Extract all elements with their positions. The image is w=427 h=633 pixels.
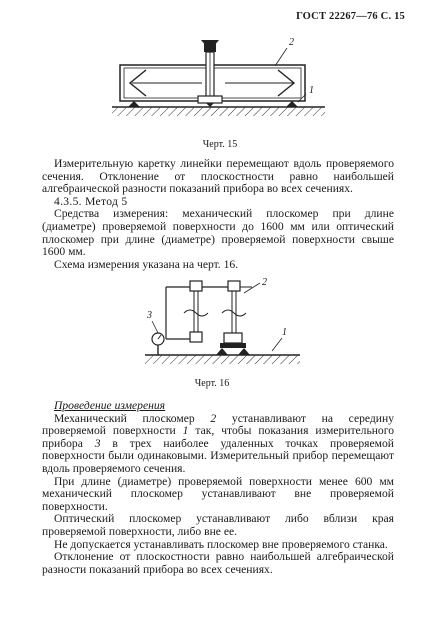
text-run: в трех наиболее удаленных точках проверяемой поверхности были одинаковыми. Измерительный прибор перемещают вдоль проверяемого сечения. xyxy=(42,436,394,475)
paragraph: Схема измерения указана на черт. 16. xyxy=(54,257,239,271)
paragraph: Не допускается устанавливать плоскомер вне проверяемого станка. xyxy=(54,537,388,551)
figure-16-caption: Черт. 16 xyxy=(194,378,230,389)
text-block-1 xyxy=(42,158,394,271)
method-heading: 4.3.5. Метод 5 xyxy=(54,194,128,208)
page-header: ГОСТ 22267—76 С. 15 xyxy=(296,11,405,22)
ref-number: 1 xyxy=(182,424,189,438)
section-heading: Проведение измерения xyxy=(54,399,166,412)
ref-number: 2 xyxy=(210,411,217,425)
text-block-2 xyxy=(42,400,394,576)
figure-15-label-1: 1 xyxy=(309,85,314,96)
figure-16-label-3: 3 xyxy=(147,310,152,321)
paragraph: Средства измерения: механический плоскомер при длине (диаметре) проверяемой поверхности до 1600 мм или оптический плоскомер при длине (диаметре) проверяемой поверхности свыше 1600 мм. xyxy=(42,207,394,259)
text-run: Механический плоскомер xyxy=(54,411,211,425)
figure-16-label-1: 1 xyxy=(282,327,287,338)
paragraph: Измерительную каретку линейки перемещают вдоль проверяемого сечения. Отклонение от плоскостности равно наибольшей алгебраической разности показаний прибора во всех сечениях. xyxy=(42,157,394,196)
text-run: устанавливают на середину проверяемой поверхности xyxy=(42,411,395,438)
figure-16-label-2: 2 xyxy=(262,277,267,288)
text-run: так, чтобы показания измерительного прибора xyxy=(42,424,394,450)
figure-15-caption: Черт. 15 xyxy=(202,139,238,150)
paragraph: Оптический плоскомер устанавливают либо вблизи края проверяемой поверхности, либо вне ее. xyxy=(42,512,394,538)
paragraph: При длине (диаметре) проверяемой поверхности менее 600 мм механический плоскомер устанавливают вне проверяемой поверхности. xyxy=(42,474,394,513)
paragraph: Отклонение от плоскостности равно наибольшей алгебраической разности показаний прибора во всех сечениях. xyxy=(42,550,394,576)
figure-15-label-2: 2 xyxy=(289,37,294,48)
figure-15-drawing xyxy=(110,30,330,130)
ref-number: 3 xyxy=(94,436,101,450)
paragraph xyxy=(42,413,394,476)
